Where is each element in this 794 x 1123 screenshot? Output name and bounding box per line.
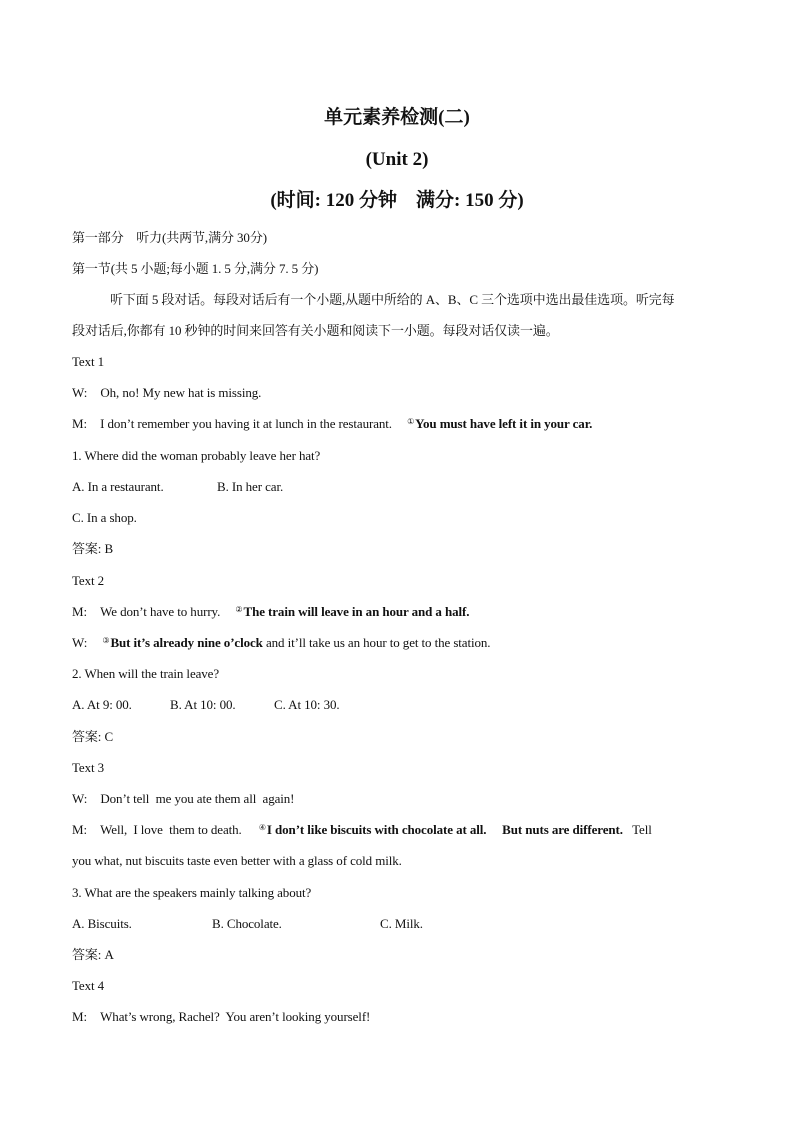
unit-subtitle: (Unit 2) xyxy=(365,149,429,170)
question-2: 2. When will the train leave? xyxy=(72,666,220,681)
dialogue-text: Oh, no! My new hat is missing. xyxy=(100,385,262,400)
answer-2: 答案: C xyxy=(72,729,114,744)
answer-3: 答案: A xyxy=(72,947,114,962)
option-a: A. At 9: 00. xyxy=(72,697,132,712)
question-1: 1. Where did the woman probably leave her hat? xyxy=(72,448,321,463)
text3-w-line xyxy=(72,791,294,807)
circled-number: ② xyxy=(235,605,243,614)
option-b: B. At 10: 00. xyxy=(170,697,236,712)
dialogue-text: What’s wrong, Rachel? You aren’t looking yourself! xyxy=(100,1009,371,1024)
part-heading: 第一部分 听力(共两节,满分 30分) xyxy=(72,230,267,245)
question-1-option-c: C. In a shop. xyxy=(72,510,137,525)
key-sentence: I don’t like biscuits with chocolate at all. But nuts are different. xyxy=(266,822,623,837)
dialogue-text: Don’t tell me you ate them all again! xyxy=(100,791,295,806)
section-heading: 第一节(共 5 小题;每小题 1. 5 分,满分 7. 5 分) xyxy=(72,261,319,276)
text2-label: Text 2 xyxy=(72,573,105,588)
speaker-label: W: xyxy=(72,635,88,650)
circled-number: ① xyxy=(407,417,415,426)
text3-m-line xyxy=(72,822,652,838)
question-3: 3. What are the speakers mainly talking about? xyxy=(72,885,312,900)
key-sentence: The train will leave in an hour and a half. xyxy=(243,604,470,619)
dialogue-text: Tell xyxy=(622,822,652,837)
speaker-label: W: xyxy=(72,791,88,806)
speaker-label: M: xyxy=(72,416,87,431)
text1-w-line xyxy=(72,385,261,401)
circled-number: ④ xyxy=(258,823,266,832)
option-b: B. Chocolate. xyxy=(212,916,282,931)
circled-number: ③ xyxy=(102,636,110,645)
option-c: C. At 10: 30. xyxy=(274,697,340,712)
dialogue-text: We don’t have to hurry. xyxy=(100,604,221,619)
speaker-label: M: xyxy=(72,1009,87,1024)
dialogue-text: I don’t remember you having it at lunch in the restaurant. xyxy=(100,416,392,431)
text2-w-line xyxy=(72,635,490,651)
key-sentence: But it’s already nine o’clock xyxy=(110,635,263,650)
instructions-line-1: 听下面 5 段对话。每段对话后有一个小题,从题中所给的 A、B、C 三个选项中选出最佳选项。听完每 xyxy=(110,292,675,307)
question-3-options xyxy=(72,916,423,932)
page-title: 单元素养检测(二) xyxy=(324,107,470,128)
dialogue-text: and it’ll take us an hour to get to the station. xyxy=(262,635,491,650)
text4-m-line xyxy=(72,1009,370,1025)
speaker-label: M: xyxy=(72,822,87,837)
dialogue-text: Well, I love them to death. xyxy=(100,822,242,837)
text4-label: Text 4 xyxy=(72,978,105,993)
text1-m-line xyxy=(72,416,592,432)
text2-m-line xyxy=(72,604,469,620)
option-b: B. In her car. xyxy=(217,479,284,494)
option-c: C. Milk. xyxy=(380,916,423,931)
question-1-options xyxy=(72,479,284,495)
answer-1: 答案: B xyxy=(72,541,114,556)
key-sentence: You must have left it in your car. xyxy=(415,416,593,431)
text1-label: Text 1 xyxy=(72,354,105,369)
speaker-label: W: xyxy=(72,385,88,400)
time-score-line: (时间: 120 分钟 满分: 150 分) xyxy=(270,190,524,211)
text3-label: Text 3 xyxy=(72,760,105,775)
question-2-options xyxy=(72,697,340,713)
option-a: A. In a restaurant. xyxy=(72,479,164,494)
instructions-line-2: 段对话后,你都有 10 秒钟的时间来回答有关小题和阅读下一小题。每段对话仅读一遍。 xyxy=(72,323,559,338)
speaker-label: M: xyxy=(72,604,87,619)
option-a: A. Biscuits. xyxy=(72,916,132,931)
text3-m-line-continued: you what, nut biscuits taste even better with a glass of cold milk. xyxy=(72,853,402,868)
